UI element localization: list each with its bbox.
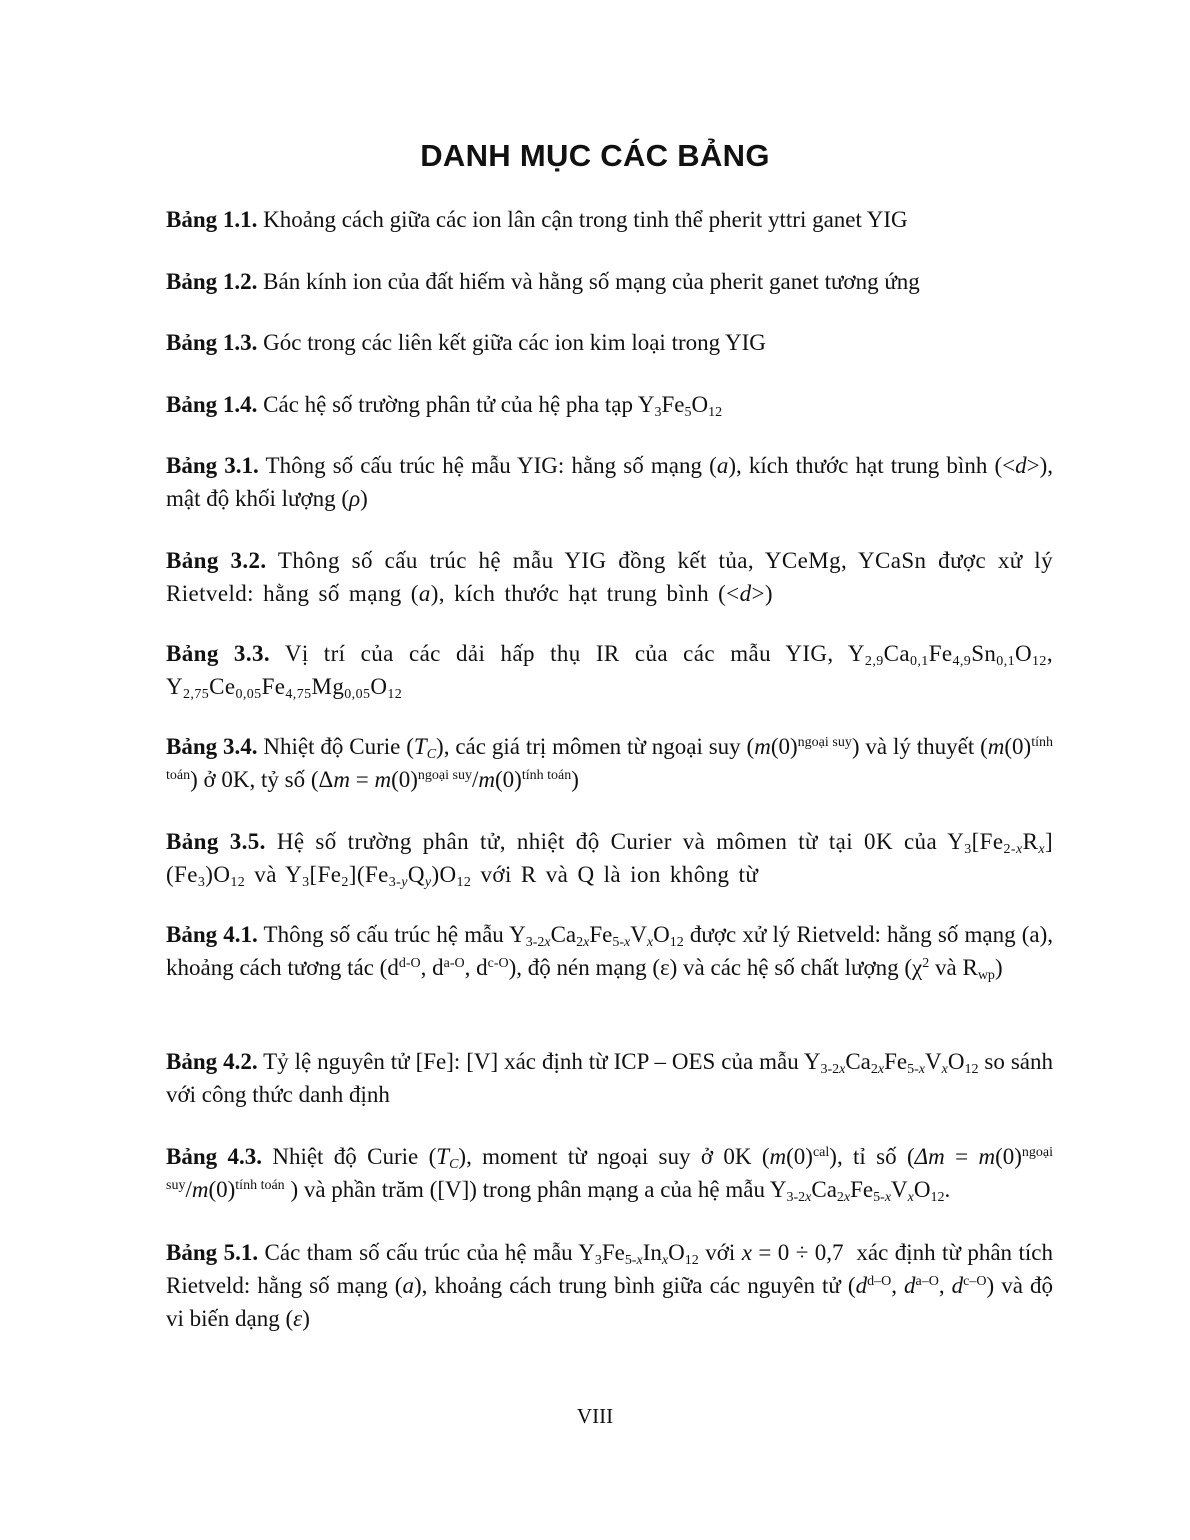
table-list-entry bbox=[166, 388, 1053, 421]
table-list-entry bbox=[166, 449, 1053, 515]
entry-label: Bảng 1.2. bbox=[166, 269, 258, 294]
entry-label: Bảng 3.2. bbox=[166, 548, 267, 573]
page-title: DANH MỤC CÁC BẢNG bbox=[420, 138, 770, 173]
page-number: VIII bbox=[576, 1404, 614, 1428]
entry-label: Bảng 5.1. bbox=[166, 1240, 259, 1265]
table-list-entry bbox=[166, 326, 1053, 359]
table-list-entry bbox=[166, 1236, 1053, 1335]
entry-label: Bảng 4.2. bbox=[166, 1049, 258, 1074]
table-list-entry bbox=[166, 265, 1053, 298]
entry-label: Bảng 3.4. bbox=[166, 734, 258, 759]
entry-label: Bảng 4.3. bbox=[166, 1144, 262, 1169]
entry-label: Bảng 1.4. bbox=[166, 392, 258, 417]
entry-text: Hệ số trường phân tử, nhiệt độ Curier và mômen từ tại 0K của $Y_3[Fe_{2-x}R_x](Fe_3)O_{12}$ và $Y_3[Fe_2](Fe_{3-y}Q_y)O_{12}$ với R và Q là ion không từ bbox=[166, 829, 1054, 890]
entry-text: Vị trí của các dải hấp thụ IR của các mẫu YIG, $Y_{2,9}Ca_{0,1}Fe_{4,9}Sn_{0,1}O_{12}$, $Y_{2,75}Ce_{0,05}Fe_{4,75}Mg_{0,05}O_{12}$ bbox=[166, 641, 1053, 702]
table-list-entry bbox=[166, 918, 1053, 984]
entry-label: Bảng 3.3. bbox=[166, 641, 271, 666]
table-list-entry bbox=[166, 730, 1053, 796]
entry-label: Bảng 4.1. bbox=[166, 922, 258, 947]
table-list-entry bbox=[166, 825, 1053, 891]
entry-text: Các tham số cấu trúc của hệ mẫu $Y_3Fe_{5-x}In_xO_{12}$ với x = 0 ÷ 0,7 xác định từ phân tích Rietveld: hằng số mạng (a), khoảng cách trung bình giữa các nguyên tử ($d^{d-O}$, $d^{a-O}$, $d^{c-O}$) và độ vi biến dạng (ε) bbox=[166, 1240, 1053, 1331]
entry-text: Tỷ lệ nguyên tử [Fe]: [V] xác định từ ICP – OES của mẫu $Y_{3-2x}Ca_{2x}Fe_{5-x}V_xO_{12}$ so sánh với công thức danh định bbox=[166, 1049, 1053, 1107]
entry-label: Bảng 3.5. bbox=[166, 829, 266, 854]
entry-label: Bảng 1.1. bbox=[166, 207, 258, 232]
entry-text: Nhiệt độ Curie $(T_C)$, moment từ ngoại suy ở 0K $(m(0)^{cal})$, tỉ số ($\Delta m = m(0)^{ngoại suy}/m(0)^{tính toán}$ ) và phần trăm ([V]) trong phân mạng a của hệ mẫu $Y_{3-2x}Ca_{2x}Fe_{5-x}V_xO_{12}$. bbox=[166, 1144, 1053, 1205]
entry-text: Thông số cấu trúc hệ mẫu YIG đồng kết tủa, YCeMg, YCaSn được xử lý Rietveld: hằng số mạng (a), kích thước hạt trung bình (<d>) bbox=[166, 548, 1053, 606]
entry-text: Góc trong các liên kết giữa các ion kim loại trong YIG bbox=[263, 330, 766, 355]
table-list-entry bbox=[166, 637, 1053, 703]
entry-text: Thông số cấu trúc hệ mẫu YIG: hằng số mạng (a), kích thước hạt trung bình (<d>), mật độ khối lượng (ρ) bbox=[166, 453, 1053, 511]
table-list-entry bbox=[166, 544, 1053, 610]
entry-text: Các hệ số trường phân tử của hệ pha tạp $Y_3Fe_5O_{12}$ bbox=[263, 392, 723, 420]
table-list-entry bbox=[166, 1045, 1053, 1111]
entry-label: Bảng 1.3. bbox=[166, 330, 258, 355]
entry-text: Khoảng cách giữa các ion lân cận trong tinh thể pherit yttri ganet YIG bbox=[263, 207, 908, 232]
entry-text: Thông số cấu trúc hệ mẫu $Y_{3-2x}Ca_{2x}Fe_{5-x}V_xO_{12}$ được xử lý Rietveld: hằng số mạng (a), khoảng cách tương tác ($d^{d-O}$, $d^{a-O}$, $d^{c-O}$), độ nén mạng (ε) và các hệ số chất lượng ($\chi^2$ và $R_{wp}$) bbox=[166, 922, 1053, 983]
entry-text: Bán kính ion của đất hiếm và hằng số mạng của pherit ganet tương ứng bbox=[263, 269, 920, 294]
entry-label: Bảng 3.1. bbox=[166, 453, 259, 478]
table-list-entry bbox=[166, 203, 1053, 236]
table-list-entry bbox=[166, 1140, 1053, 1206]
entry-text: Nhiệt độ Curie $(T_C)$, các giá trị mômen từ ngoại suy $(m(0)^{ngoại suy})$ và lý thuyết $(m(0)^{tính toán})$ ở 0K, tỷ số $(\Delta m = m(0)^{ngoại suy}/m(0)^{tính toán})$ bbox=[166, 734, 1053, 792]
